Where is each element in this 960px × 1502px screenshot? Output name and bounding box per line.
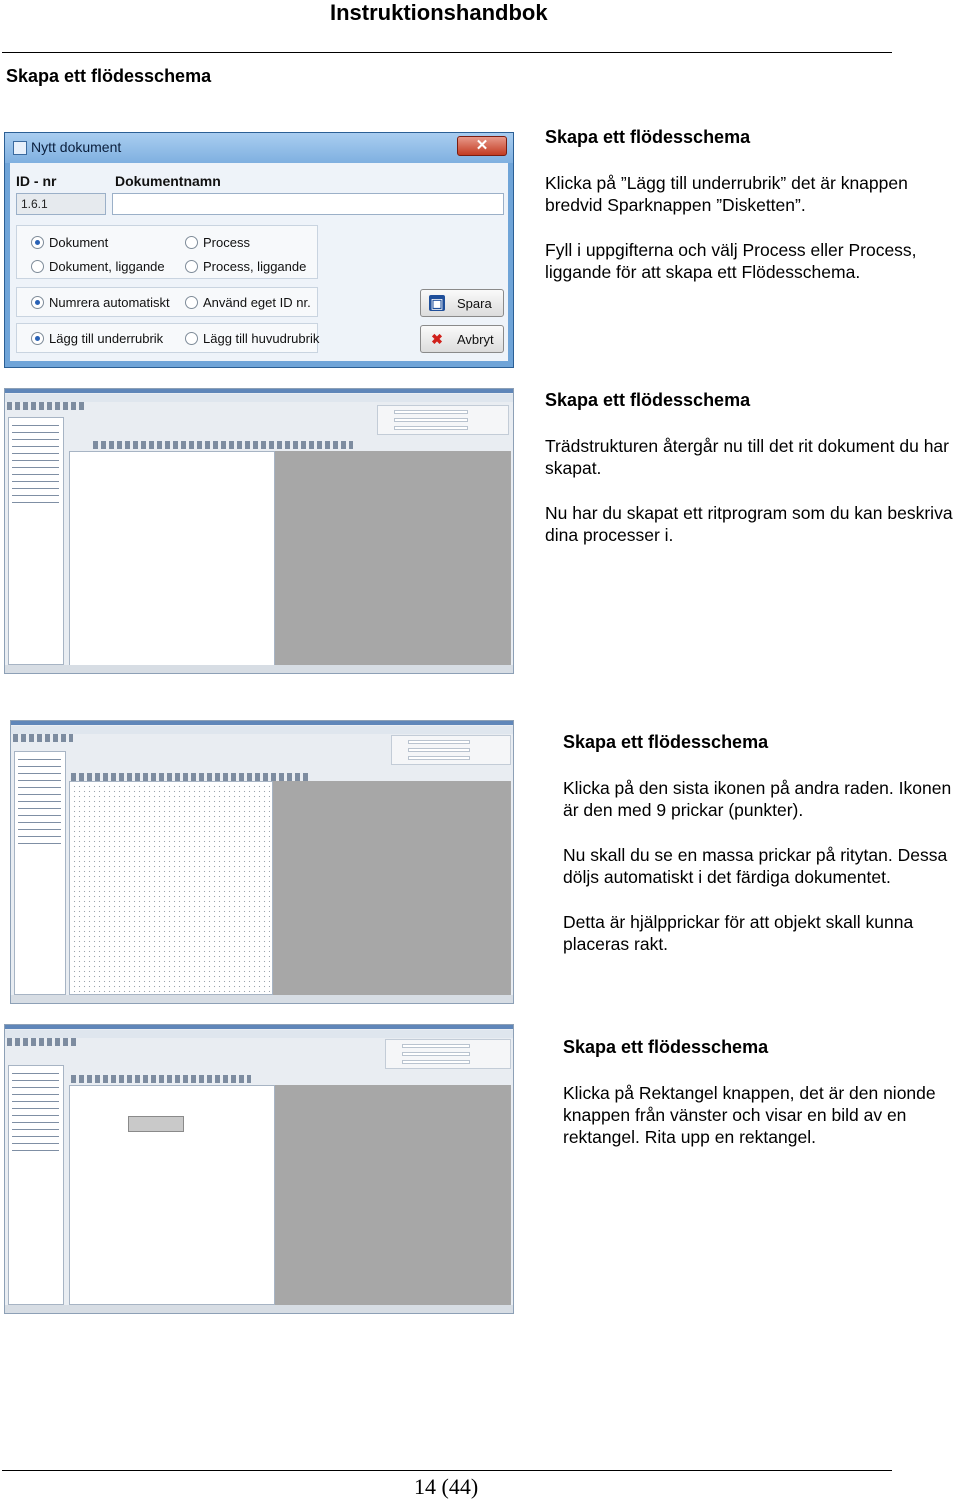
block-paragraph: Fyll i uppgifterna och välj Process eller Process, liggande för att skapa ett Flödesschema. xyxy=(545,240,917,282)
radio-process-liggande[interactable] xyxy=(185,259,306,274)
block-paragraph: Nu har du skapat ett ritprogram som du kan beskriva dina processer i. xyxy=(545,503,953,545)
radio-empty-icon xyxy=(185,260,198,273)
red-x-icon: ✖ xyxy=(431,331,443,347)
drawing-canvas xyxy=(69,1085,275,1305)
app-screenshot-grid xyxy=(10,720,514,1004)
section-title: Skapa ett flödesschema xyxy=(6,66,212,86)
header-rule xyxy=(2,52,892,53)
properties-panel xyxy=(385,1039,511,1069)
cancel-button[interactable] xyxy=(420,325,504,353)
block-heading: Skapa ett flödesschema xyxy=(545,390,751,410)
dialog-body xyxy=(10,163,508,361)
app-titlebar xyxy=(5,389,513,393)
app-titlebar xyxy=(11,721,513,725)
numbering-group xyxy=(16,287,318,317)
drawing-canvas xyxy=(69,451,275,667)
radio-dokument-liggande-label: Dokument, liggande xyxy=(49,259,165,274)
cancel-button-label: Avbryt xyxy=(457,332,494,347)
canvas-grey-area xyxy=(275,1085,511,1305)
document-name-field[interactable] xyxy=(112,193,504,215)
app-screenshot-tree xyxy=(4,388,514,674)
radio-selected-icon xyxy=(31,296,44,309)
block-paragraph: Klicka på den sista ikonen på andra raden. Ikonen är den med 9 prickar (punkter). xyxy=(563,778,952,820)
canvas-grey-area xyxy=(273,781,511,995)
block-paragraph: Detta är hjälpprickar för att objekt skall kunna placeras rakt. xyxy=(563,912,914,954)
save-button[interactable] xyxy=(420,289,504,317)
floppy-disk-icon: ▣ xyxy=(430,295,444,311)
instruction-block-4 xyxy=(563,1036,957,1171)
app-statusbar xyxy=(5,665,513,673)
radio-eget-id-label: Använd eget ID nr. xyxy=(203,295,311,310)
close-icon[interactable]: ✕ xyxy=(457,136,507,156)
drawing-toolbar xyxy=(71,773,311,781)
instruction-block-1 xyxy=(545,126,955,306)
radio-process-label: Process xyxy=(203,235,250,250)
radio-dokument-label: Dokument xyxy=(49,235,109,250)
footer-rule xyxy=(2,1470,892,1471)
block-heading: Skapa ett flödesschema xyxy=(563,1037,769,1057)
radio-empty-icon xyxy=(185,236,198,249)
block-paragraph: Nu skall du se en massa prickar på ritytan. Dessa döljs automatiskt i det färdiga dokumentet. xyxy=(563,845,948,887)
radio-lagg-till-underrubrik[interactable] xyxy=(31,331,163,346)
instruction-block-3 xyxy=(563,731,957,978)
canvas-grey-area xyxy=(275,451,511,667)
instruction-block-2 xyxy=(545,389,955,569)
block-heading: Skapa ett flödesschema xyxy=(563,732,769,752)
heading-type-group xyxy=(16,323,318,353)
radio-empty-icon xyxy=(185,296,198,309)
app-menubar xyxy=(5,394,513,402)
document-type-group xyxy=(16,225,318,279)
dialog-titlebar xyxy=(5,133,513,163)
app-toolbar xyxy=(7,1038,77,1046)
radio-lagg-till-huvudrubrik[interactable] xyxy=(185,331,319,346)
page-header-title: Instruktionshandbok xyxy=(330,0,548,25)
document-tree xyxy=(8,1065,64,1305)
radio-huvudrubrik-label: Lägg till huvudrubrik xyxy=(203,331,320,346)
radio-process-liggande-label: Process, liggande xyxy=(203,259,307,274)
radio-numrera-label: Numrera automatiskt xyxy=(49,295,170,310)
app-titlebar xyxy=(5,1025,513,1029)
drawing-toolbar xyxy=(71,1075,251,1083)
document-tree xyxy=(8,417,64,665)
radio-process[interactable] xyxy=(185,235,250,250)
radio-dokument-liggande[interactable] xyxy=(31,259,165,274)
drawing-toolbar xyxy=(93,441,353,449)
radio-numrera-automatiskt[interactable] xyxy=(31,295,170,310)
save-button-label: Spara xyxy=(457,296,492,311)
drawing-canvas xyxy=(69,781,273,995)
id-field[interactable]: 1.6.1 xyxy=(16,193,106,215)
block-heading: Skapa ett flödesschema xyxy=(545,127,751,147)
name-label: Dokumentnamn xyxy=(115,173,221,189)
page-number: 14 (44) xyxy=(414,1474,479,1499)
block-paragraph: Trädstrukturen återgår nu till det rit dokument du har skapat. xyxy=(545,436,949,478)
document-tree xyxy=(14,751,66,995)
app-icon xyxy=(13,141,27,155)
properties-panel xyxy=(377,405,509,435)
block-paragraph: Klicka på ”Lägg till underrubrik” det är knappen bredvid Sparknappen ”Disketten”. xyxy=(545,173,908,215)
radio-empty-icon xyxy=(185,332,198,345)
radio-underrubrik-label: Lägg till underrubrik xyxy=(49,331,164,346)
app-menubar xyxy=(11,726,513,734)
radio-anvand-eget-id[interactable] xyxy=(185,295,311,310)
new-document-dialog xyxy=(4,132,514,368)
app-statusbar xyxy=(5,1305,513,1313)
dialog-title: Nytt dokument xyxy=(31,139,122,155)
grid-dots xyxy=(72,784,270,992)
radio-selected-icon xyxy=(31,332,44,345)
app-screenshot-rectangle xyxy=(4,1024,514,1314)
app-toolbar xyxy=(7,402,87,410)
id-label: ID - nr xyxy=(16,173,57,189)
properties-panel xyxy=(391,735,511,765)
app-statusbar xyxy=(11,995,513,1003)
app-toolbar xyxy=(13,734,73,742)
radio-selected-icon xyxy=(31,236,44,249)
app-menubar xyxy=(5,1030,513,1038)
radio-empty-icon xyxy=(31,260,44,273)
radio-dokument[interactable] xyxy=(31,235,108,250)
drawn-rectangle[interactable] xyxy=(128,1116,184,1132)
block-paragraph: Klicka på Rektangel knappen, det är den nionde knappen från vänster och visar en bild av en rektangel. Rita upp en rektangel. xyxy=(563,1083,936,1147)
